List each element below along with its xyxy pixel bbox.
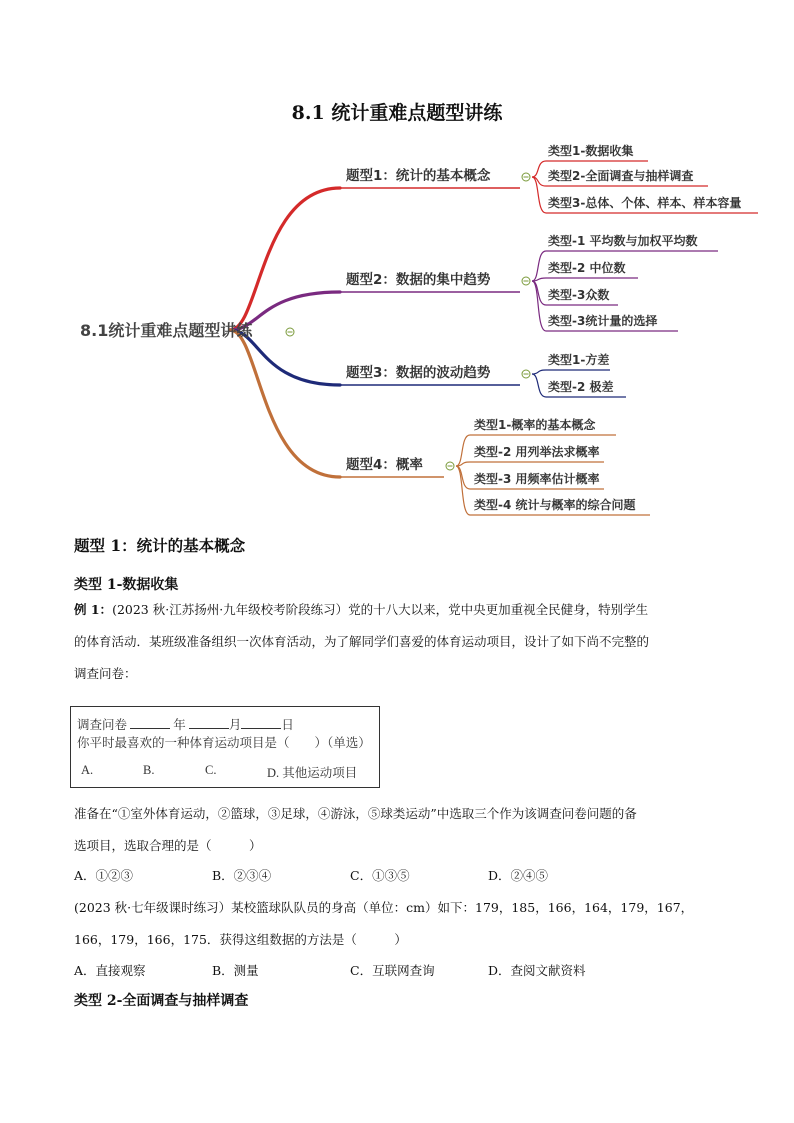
mindmap-subtopic: 类型-1 平均数与加权平均数 xyxy=(548,234,698,248)
survey-day: 日 xyxy=(281,718,294,732)
mindmap-subtopic: 类型-2 中位数 xyxy=(548,261,626,275)
survey-option-b: B. xyxy=(143,763,155,777)
survey-title: 调查问卷 xyxy=(77,718,128,732)
survey-option-d: D. 其他运动项目 xyxy=(267,766,358,780)
survey-question: 你平时最喜欢的一种体育运动项目是（ ）（单选） xyxy=(77,736,371,750)
survey-month: 月 xyxy=(228,718,242,732)
mind-map xyxy=(0,130,794,530)
mindmap-sub-branch xyxy=(532,251,546,281)
mindmap-subtopic: 类型1-数据收集 xyxy=(548,144,634,158)
mindmap-subtopic: 类型-2 用列举法求概率 xyxy=(474,445,600,459)
blank-line xyxy=(189,717,229,729)
option-b: B．测量 xyxy=(212,963,259,978)
subsection-heading-2: 类型 2-全面调查与抽样调查 xyxy=(74,993,249,1009)
example-1-text xyxy=(74,594,734,690)
question-line: (2023 秋·七年级课时练习）某校篮球队队员的身高（单位：cm）如下：179，185，166，164，179，167， xyxy=(74,900,694,915)
mindmap-branch xyxy=(230,330,340,477)
question-1-text xyxy=(74,798,734,862)
option-b: B．②③④ xyxy=(212,868,272,883)
mindmap-subtopic: 类型1-方差 xyxy=(548,353,610,367)
mindmap-branch xyxy=(230,188,340,330)
mindmap-sub-branch xyxy=(456,435,470,466)
example-line: (2023 秋·江苏扬州·九年级校考阶段练习）党的十八大以来，党中央更加重视全民健身，特别学生 xyxy=(112,602,649,617)
mindmap-sub-branch xyxy=(456,466,470,515)
mindmap-sub-branch xyxy=(532,281,546,331)
mindmap-sub-branch xyxy=(532,161,546,177)
mindmap-subtopic: 类型-3众数 xyxy=(548,288,610,302)
survey-year: 年 xyxy=(173,718,186,732)
mindmap-subtopic: 类型1-概率的基本概念 xyxy=(474,418,596,432)
option-a: A．①②③ xyxy=(74,868,134,883)
mindmap-topic: 题型3：数据的波动趋势 xyxy=(346,365,491,381)
option-c: C．互联网查询 xyxy=(350,963,435,978)
question-line: 166，179，166，175．获得这组数据的方法是（ ） xyxy=(74,932,407,947)
survey-option-c: C. xyxy=(205,763,217,777)
question-line: 选项目，选取合理的是（ ） xyxy=(74,838,262,853)
option-d: D．②④⑤ xyxy=(488,868,549,883)
mindmap-sub-branch xyxy=(532,370,546,374)
mindmap-subtopic: 类型2-全面调查与抽样调查 xyxy=(548,169,694,183)
mindmap-subtopic: 类型3-总体、个体、样本、样本容量 xyxy=(548,196,742,210)
section-heading: 题型 1：统计的基本概念 xyxy=(74,536,246,555)
question-line: 准备在“①室外体育运动，②篮球，③足球，④游泳，⑤球类运动”中选取三个作为该调查问卷问题的备 xyxy=(74,806,637,821)
survey-option-a: A. xyxy=(81,763,94,777)
mindmap-subtopic: 类型-2 极差 xyxy=(548,380,614,394)
mindmap-topic: 题型1：统计的基本概念 xyxy=(346,168,491,184)
mindmap-sub-branch xyxy=(532,281,546,305)
page-title: 8.1 统计重难点题型讲练 xyxy=(291,102,503,124)
example-line: 的体育活动．某班级准备组织一次体育活动，为了解同学们喜爱的体育运动项目，设计了如下尚不完整的 xyxy=(74,634,650,649)
option-a: A．直接观察 xyxy=(74,963,146,978)
blank-line xyxy=(241,717,281,729)
mindmap-subtopic: 类型-4 统计与概率的综合问题 xyxy=(474,498,636,512)
subsection-heading-1: 类型 1-数据收集 xyxy=(74,577,179,593)
question-2-text xyxy=(74,892,734,956)
mindmap-sub-branch xyxy=(456,466,470,489)
mindmap-root: 8.1统计重难点题型讲练 xyxy=(80,321,253,340)
mindmap-subtopic: 类型-3统计量的选择 xyxy=(548,314,658,328)
blank-line xyxy=(130,717,170,729)
mindmap-subtopic: 类型-3 用频率估计概率 xyxy=(474,472,600,486)
example-line: 调查问卷： xyxy=(74,666,137,681)
example-label: 例 1： xyxy=(74,602,113,617)
mindmap-topic: 题型4：概率 xyxy=(346,457,423,473)
mindmap-sub-branch xyxy=(532,374,546,397)
option-d: D．查阅文献资料 xyxy=(488,963,586,978)
option-c: C．①③⑤ xyxy=(350,868,410,883)
mindmap-topic: 题型2：数据的集中趋势 xyxy=(346,272,491,288)
survey-box xyxy=(70,706,380,788)
